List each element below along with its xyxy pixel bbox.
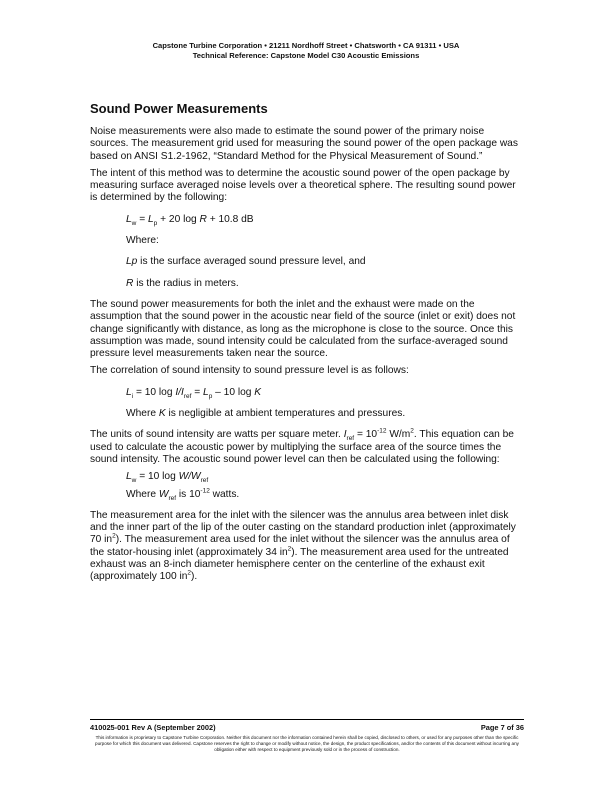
eq-sym-L: L (126, 213, 132, 225)
eq-sub-ref: ref (200, 477, 209, 485)
eq-sub-w: w (131, 477, 137, 485)
eq-sub-i: i (131, 392, 134, 400)
wref-text: is 10 (176, 488, 201, 500)
eq-sym-L: L (148, 213, 154, 225)
exp-2: 2 (287, 545, 292, 553)
units-text: W/m (386, 429, 411, 441)
k-note (126, 408, 524, 420)
eq-sym-K: K (254, 386, 262, 398)
eq-text: = 10 log (133, 386, 176, 398)
units-text: = 10 (354, 429, 378, 441)
paragraph-assumption: The sound power measurements for both the inlet and the exhaust were made on the assumption that the sound power in the acoustic near field of the source (inlet or exit) does not change significantly with distance, as long as the microphone is close to the source. Once this assumption was made, sound intensity could be calculated from the surface-averaged sound pressure level measurements taken near the source. (90, 298, 516, 360)
page-header (0, 41, 612, 61)
exp-2: 2 (112, 533, 116, 541)
wref-note (126, 489, 524, 501)
wref-text: watts. (209, 488, 240, 500)
equation-sound-intensity (126, 387, 524, 399)
footer-rule (90, 719, 524, 720)
footer-proprietary-notice: This information is proprietary to Capstone Turbine Corporation. Neither this document nor the information contained herein shall be copied, disclosed to others, or used for any purposes other than the specific purpose for which this document was delivered. Capstone reserves the right to change or modify without notice, the design, the product specifications, and/or the contents of this document without incurring any obligation either with respect to equipment previously sold or in the process of construction. (95, 735, 519, 753)
wref-sub: ref (168, 494, 177, 502)
area-text: ). The measurement area used for the inlet without the silencer was the annulus area of the stator-housing inlet (approximately 34 in (90, 534, 510, 558)
eq-sym-R: R (199, 213, 207, 225)
eq-text: – 10 log (212, 386, 255, 398)
section-title: Sound Power Measurements (90, 101, 268, 116)
paragraph-intent: The intent of this method was to determine the acoustic sound power of the open package by measuring surface averaged noise levels over a theoretical sphere. The resulting sound power is determined by the following: (90, 167, 516, 204)
lp-definition-text: is the surface averaged sound pressure level, and (137, 256, 366, 268)
equation-power-level (126, 471, 524, 483)
exp-minus-12: -12 (200, 487, 210, 495)
eq-sub-p: p (208, 392, 213, 400)
eq-sym-L: L (126, 386, 132, 398)
r-symbol: R (126, 277, 134, 289)
eq-text: = 10 log (136, 471, 179, 483)
r-definition-text: is the radius in meters. (133, 277, 239, 289)
area-text: ). The measurement area used for the untreated exhaust was an 8-inch diameter hemisphere center on the centerline of the exhaust exit (approximately 100 in (90, 546, 509, 583)
header-company-line: Capstone Turbine Corporation • 21211 Nordhoff Street • Chatsworth • CA 91311 • USA (152, 41, 460, 50)
exp-minus-12: -12 (377, 427, 387, 435)
paragraph-noise-measurements: Noise measurements were also made to estimate the sound power of the primary noise sources. The measurement grid used for measuring the sound power of the open package was based on ANSI S1.2-1962, “Standard Method for the Physical Measurement of Sound.” (90, 126, 518, 162)
area-text: ). (191, 571, 198, 583)
eq-text: + 20 log (157, 213, 200, 225)
eq-text: = (136, 213, 148, 225)
header-reference-line: Technical Reference: Capstone Model C30 Acoustic Emissions (192, 51, 420, 60)
exp-2: 2 (410, 427, 414, 435)
eq-sym-L: L (126, 471, 132, 483)
eq-text: + 10.8 dB (206, 213, 254, 225)
area-text: The measurement area for the inlet with the silencer was the annulus area between inlet disk and the inner part of the lip of the outer casting on the standard production inlet (approximately 70 in (90, 509, 516, 546)
equation-sound-power (126, 214, 524, 226)
footer-page-number: Page 7 of 36 (480, 723, 524, 732)
eq-sym-WWref: W/W (178, 471, 201, 483)
body-text (90, 126, 524, 589)
eq-sub-w: w (131, 219, 137, 227)
eq-sym-IIref: I/I (175, 386, 184, 398)
units-text: The units of sound intensity are watts per square meter. (90, 429, 344, 441)
r-definition (126, 278, 524, 290)
iref-symbol: I (343, 429, 347, 441)
eq-text: = (191, 386, 204, 398)
eq-sub-ref: ref (183, 392, 192, 400)
k-symbol: K (158, 408, 166, 420)
exp-2: 2 (187, 569, 192, 577)
wref-text: Where (126, 488, 159, 500)
paragraph-measurement-area (90, 510, 524, 584)
iref-sub: ref (346, 435, 355, 443)
wref-symbol: W (158, 488, 169, 500)
where-label: Where: (126, 235, 159, 247)
lp-definition (126, 256, 524, 268)
k-note-text: Where (126, 408, 159, 420)
eq-sym-L: L (203, 386, 209, 398)
footer-doc-id: 410025-001 Rev A (September 2002) (90, 723, 216, 732)
paragraph-intensity-units (90, 429, 524, 466)
k-note-text: is negligible at ambient temperatures and pressures. (165, 408, 406, 420)
eq-sub-p: p (153, 219, 158, 227)
lp-symbol: Lp (126, 256, 138, 268)
paragraph-correlation: The correlation of sound intensity to sound pressure level is as follows: (90, 365, 409, 377)
units-text: . This equation can be used to calculate the acoustic power by multiplying the surface area of the source times the sound intensity. The acoustic sound power level can then be calculated using the following: (90, 429, 514, 465)
